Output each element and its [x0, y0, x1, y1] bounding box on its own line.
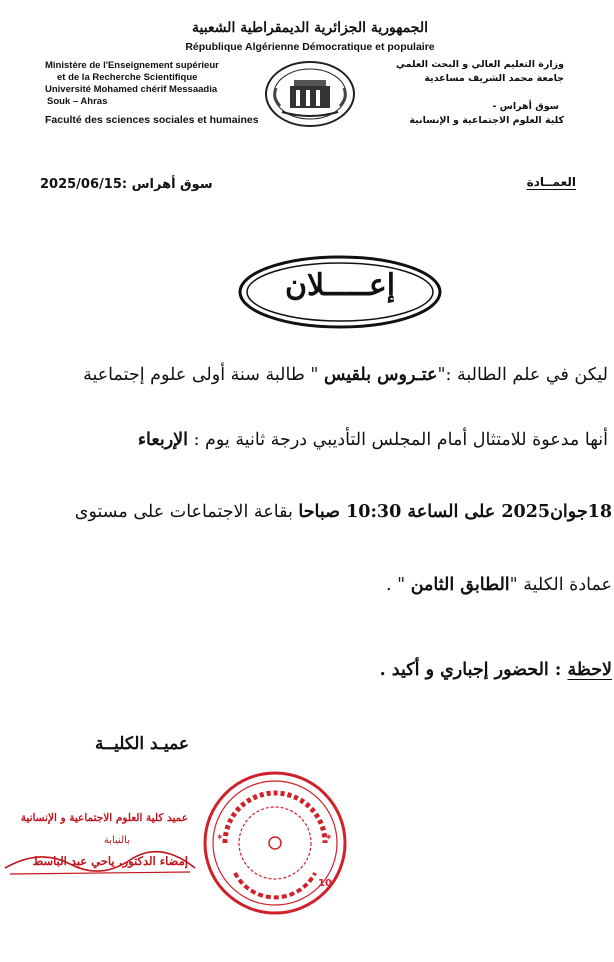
- body-line-1-end: " طالبة سنة أولى علوم إجتماعية: [83, 365, 324, 385]
- deanship-label: العمــادة: [526, 175, 576, 189]
- university-logo-icon: [262, 58, 358, 130]
- header-arabic-faculty: كلية العلوم الاجتماعية و الإنسانية: [409, 115, 564, 126]
- signature-block: [0, 808, 200, 878]
- header-arabic-ministry: وزارة التعليم العالي و البحث العلمي: [396, 59, 564, 70]
- signature-scribble-icon: [0, 838, 200, 878]
- body-line-3-end: بقاعة الاجتماعات على مستوى: [74, 502, 299, 522]
- body-line-4-start: عمادة الكلية ": [509, 575, 612, 595]
- note-label: لاحظة: [567, 660, 612, 680]
- body-line-4-end: " .: [385, 575, 411, 595]
- dean-label: عميـد الكليــة: [95, 734, 190, 754]
- body-line-4: [386, 575, 612, 595]
- hearing-floor: الطابق الثامن: [410, 575, 510, 595]
- header-french-city: Souk – Ahras: [47, 96, 108, 107]
- announcement-title: إعـــــلان: [284, 268, 396, 303]
- official-stamp-icon: [200, 768, 350, 918]
- header-french-research: et de la Recherche Scientifique: [57, 72, 198, 83]
- hearing-time: 10:30 صباحا: [298, 502, 402, 522]
- signature-proxy: بالنيابة: [103, 835, 130, 846]
- header-french-university: Université Mohamed chérif Messaadia: [45, 84, 218, 95]
- stamp-number: 10: [318, 878, 332, 889]
- body-line-1: [83, 365, 608, 385]
- hearing-day: الإربعاء: [137, 430, 188, 450]
- header-french-faculty: Faculté des sciences sociales et humaines: [45, 114, 259, 126]
- body-line-3-time-prefix: على الساعة: [401, 502, 502, 522]
- hearing-date: 18جوان2025: [501, 502, 612, 522]
- student-name: عتـروس بلقيس: [323, 365, 438, 385]
- signature-title: عميد كلية العلوم الاجتماعية و الإنسانية: [20, 812, 188, 824]
- body-line-1-start: ليكن في علم الطالبة :": [437, 365, 608, 385]
- header-french-title: République Algérienne Démocratique et populaire: [185, 41, 435, 53]
- body-line-2-start: أنها مدعوة للامتثال أمام المجلس التأديبي درجة ثانية يوم :: [188, 430, 608, 450]
- header-arabic-university: جامعة محمد الشريف مساعدية: [424, 73, 564, 84]
- note-text: : الحضور إجباري و أكيد .: [379, 660, 568, 680]
- svg-text:✶: ✶: [216, 833, 224, 843]
- body-line-3: [75, 502, 612, 522]
- signature-name: إمضاء الدكتور. ياحي عبد الباسط: [32, 854, 188, 868]
- header-french-ministry: Ministère de l'Enseignement supérieur: [45, 60, 219, 71]
- header-arabic-title: الجمهورية الجزائرية الديمقراطية الشعبية: [191, 20, 428, 36]
- header-arabic-city: سوق أهراس -: [492, 101, 559, 112]
- note-line: [380, 660, 612, 680]
- document-date: سوق أهراس :2025/06/15: [40, 177, 213, 192]
- svg-text:✶: ✶: [325, 833, 333, 843]
- body-line-2: [138, 430, 608, 450]
